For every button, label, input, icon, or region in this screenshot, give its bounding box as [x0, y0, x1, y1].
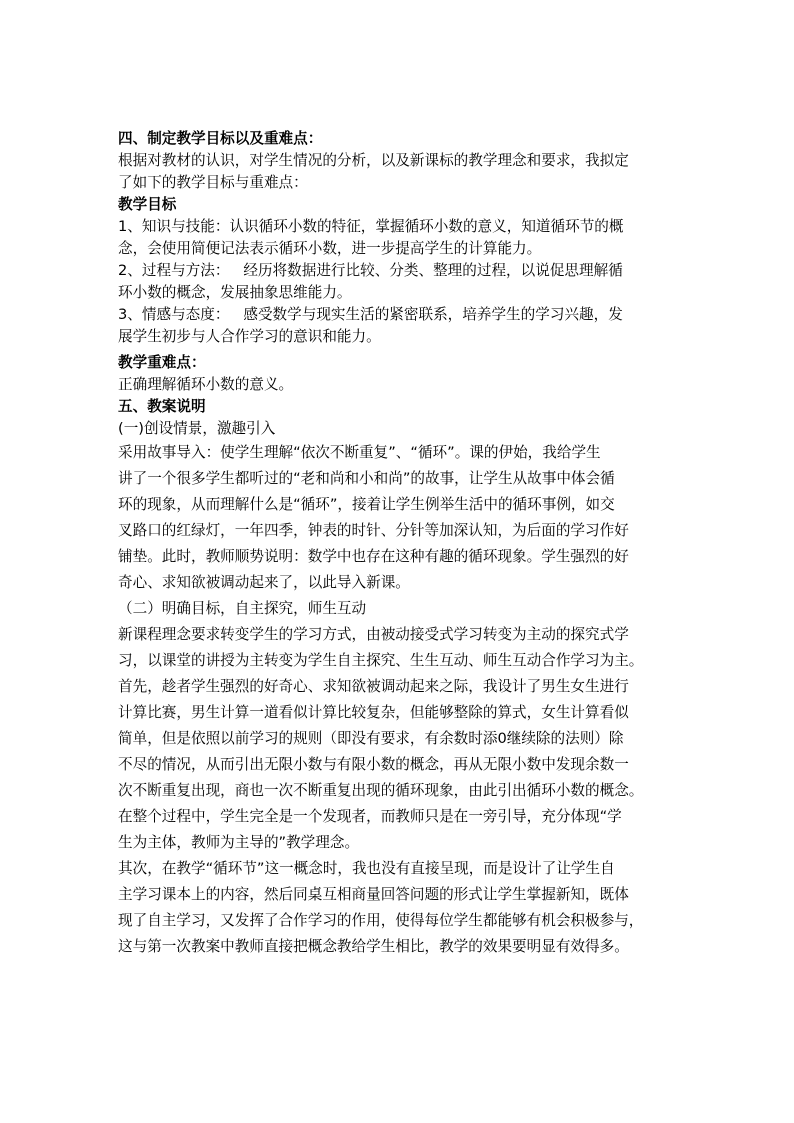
paragraph-line: 在整个过程中，学生完全是一个发现者，而教师只是在一旁引导，充分体现“学 [118, 808, 622, 825]
paragraph-line: 1、知识与技能：认识循环小数的特征，掌握循环小数的意义，知道循环节的概 [118, 218, 624, 235]
paragraph-line: 首先，趁者学生强烈的好奇心、求知欲被调动起来之际，我设计了男生女生进行 [118, 678, 629, 695]
paragraph-line: 主学习课本上的内容，然后同桌互相商量回答问题的形式让学生掌握新知，既体 [118, 886, 629, 903]
paragraph-line: 次不断重复出现，商也一次不断重复出现的循环现象，由此引出循环小数的概念。 [118, 782, 644, 799]
document-page [118, 128, 684, 960]
paragraph-line: 不尽的情况，从而引出无限小数与有限小数的概念，再从无限小数中发现余数一 [118, 756, 629, 773]
section-heading-5: 五、教案说明 [118, 398, 206, 415]
paragraph-line: 叉路口的红绿灯，一年四季，钟表的时针、分针等加深认知，为后面的学习作好 [118, 522, 629, 539]
paragraph-line: 了如下的教学目标与重难点： [118, 174, 308, 191]
paragraph-line: 环小数的概念，发展抽象思维能力。 [118, 284, 352, 301]
paragraph-line: 奇心、求知欲被调动起来了，以此导入新课。 [118, 574, 410, 591]
section-heading-4: 四、制定教学目标以及重难点： [118, 130, 323, 147]
paragraph-line: 念，会使用简便记法表示循环小数，进一步提高学生的计算能力。 [118, 240, 542, 257]
paragraph-line: 3、情感与态度： 感受数学与现实生活的紧密联系，培养学生的学习兴趣，发 [118, 306, 623, 323]
paragraph-line: 现了自主学习，又发挥了合作学习的作用，使得每位学生都能够有机会积极参与， [118, 912, 644, 929]
paragraph-line: 习，以课堂的讲授为主转变为学生自主探究、生生互动、师生互动合作学习为主。 [118, 652, 644, 669]
paragraph-line: 根据对教材的认识，对学生情况的分析，以及新课标的教学理念和要求，我拟定 [118, 152, 629, 169]
paragraph-line: 讲了一个很多学生都听过的“老和尚和小和尚”的故事，让学生从故事中体会循 [118, 470, 615, 487]
subsection-heading-1: (一)创设情景，激趣引入 [118, 420, 276, 437]
paragraph-line: 环的现象，从而理解什么是“循环”，接着让学生例举生活中的循环事例，如交 [118, 496, 615, 513]
paragraph-line: 正确理解循环小数的意义。 [118, 376, 294, 393]
paragraph-line: 采用故事导入：使学生理解“依次不断重复”、“循环”。课的伊始，我给学生 [118, 444, 601, 461]
paragraph-line: 生为主体，教师为主导的”教学理念。 [118, 834, 360, 851]
paragraph-line: 新课程理念要求转变学生的学习方式，由被动接受式学习转变为主动的探究式学 [118, 626, 629, 643]
paragraph-line: 2、过程与方法： 经历将数据进行比较、分类、整理的过程，以说促思理解循 [118, 262, 623, 279]
subheading-teaching-goals: 教学目标 [118, 196, 177, 213]
paragraph-line: 简单，但是依照以前学习的规则（即没有要求，有余数时添0继续除的法则）除 [118, 730, 624, 747]
paragraph-line: 这与第一次教案中教师直接把概念教给学生相比，教学的效果要明显有效得多。 [118, 938, 629, 955]
paragraph-line: 其次，在教学“循环节”这一概念时，我也没有直接呈现，而是设计了让学生自 [118, 860, 615, 877]
paragraph-line: 展学生初步与人合作学习的意识和能力。 [118, 328, 381, 345]
paragraph-line: 铺垫。此时，教师顺势说明：数学中也存在这种有趣的循环现象。学生强烈的好 [118, 548, 629, 565]
subsection-heading-2: （二）明确目标，自主探究，师生互动 [118, 600, 367, 617]
paragraph-line: 计算比赛，男生计算一道看似计算比较复杂，但能够整除的算式，女生计算看似 [118, 704, 629, 721]
subheading-key-points: 教学重难点： [118, 354, 206, 371]
